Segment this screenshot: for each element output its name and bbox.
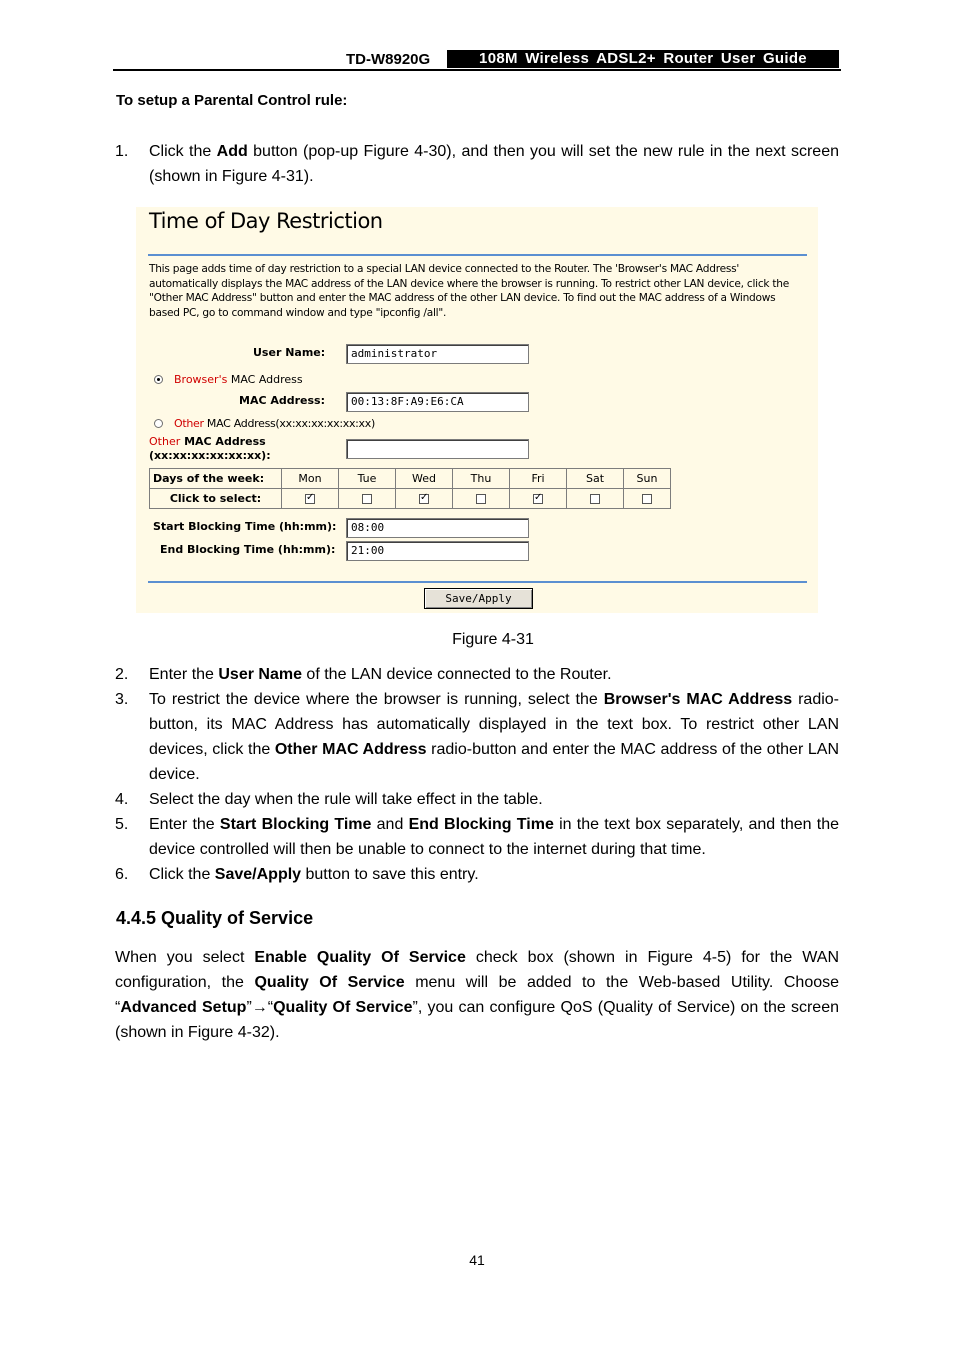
end-time-label: End Blocking Time (hh:mm): [160,543,336,556]
mac-address-label: MAC Address: [239,394,326,407]
other-mac-text: MAC Address(xx:xx:xx:xx:xx:xx) [203,417,375,430]
step-5 [115,812,839,862]
step-text-bold: Start Blocking Time [219,816,372,833]
day-fri-label: Fri [510,469,567,489]
step-text [149,812,839,862]
step-text-part: radio-button, its MAC Address has automatically displayed in the text box. To restrict other LAN devices, click the [149,691,840,758]
figure-caption: Figure 4-31 [452,631,534,648]
day-sat-checkbox[interactable] [590,494,600,504]
day-sun-cell [624,489,671,509]
start-time-input[interactable]: 08:00 [346,518,529,538]
day-wed-checkbox[interactable] [419,494,429,504]
browser-mac-radio[interactable] [154,375,163,384]
step-text [149,662,839,687]
step-text-bold: User Name [218,666,302,683]
day-wed-label: Wed [396,469,453,489]
step-text [149,787,839,812]
step-text-part: To restrict the device where the browser is running, select the [149,691,604,708]
other-mac-option-label [174,417,375,430]
day-wed-cell [396,489,453,509]
step-text-part: Enter the [149,666,219,683]
step-text-part: of the LAN device connected to the Router. [301,666,612,683]
step-text-part: in the text box separately, and then the device controlled will then be unable to connect to the internet during that time. [149,816,840,858]
days-table [149,468,671,509]
other-mac-field-format: (xx:xx:xx:xx:xx:xx): [149,449,271,462]
step-text [149,862,839,887]
day-sat-cell [567,489,624,509]
step-text-bold: Save/Apply [214,866,302,883]
day-fri-cell [510,489,567,509]
section-text-part: ”, you can configure QoS (Quality of Service) on the screen (shown in Figure 4-32). [115,999,839,1041]
section-paragraph [115,945,839,1045]
intro-heading: To setup a Parental Control rule: [116,92,348,109]
step-text-part: button to save this entry. [301,866,479,883]
browser-mac-red-text: Browser's [174,373,228,386]
step-number: 1. [115,143,129,160]
step-number: 2. [115,666,129,683]
section-text-bold: Advanced Setup [120,999,247,1016]
panel-top-rule [148,254,807,256]
other-mac-red-text: Other [174,417,204,430]
step-text-bold: Add [216,143,248,160]
section-text-bold: Quality Of Service [273,999,413,1016]
step-text-part: radio-button and enter the MAC address of the other LAN device. [149,741,839,783]
other-mac-input[interactable] [346,439,529,459]
mac-address-input[interactable]: 00:13:8F:A9:E6:CA [346,392,529,412]
header-model: TD-W8920G [346,51,431,68]
day-tue-label: Tue [339,469,396,489]
page-number: 41 [469,1252,485,1268]
step-text-part: Click the [149,143,217,160]
day-sun-checkbox[interactable] [642,494,652,504]
panel-title: Time of Day Restriction [149,209,383,233]
other-mac-radio[interactable] [154,419,163,428]
day-mon-label: Mon [282,469,339,489]
step-text-part: Select the day when the rule will take effect in the table. [149,791,543,808]
user-name-input[interactable]: administrator [346,344,529,364]
step-number: 6. [115,866,129,883]
step-2 [115,662,839,687]
section-text-part: check box (shown in Figure 4-5) for the WAN configuration, the [115,949,839,991]
browser-mac-option-label [174,373,303,386]
other-mac-field-label [149,435,271,463]
days-label: Days of the week: [150,469,282,489]
start-time-label: Start Blocking Time (hh:mm): [153,520,337,533]
day-tue-checkbox[interactable] [362,494,372,504]
step-1 [115,139,839,189]
day-sun-label: Sun [624,469,671,489]
step-text-part: Enter the [149,816,220,833]
end-time-input[interactable]: 21:00 [346,541,529,561]
section-text-bold: Enable Quality Of Service [254,949,466,966]
day-thu-label: Thu [453,469,510,489]
step-number: 3. [115,691,129,708]
click-to-select-label: Click to select: [150,489,282,509]
section-text-part: menu will be added to the Web-based Utility. Choose “ [115,974,840,1016]
step-number: 5. [115,816,129,833]
day-thu-cell [453,489,510,509]
step-6 [115,862,839,887]
step-text-bold: End Blocking Time [408,816,554,833]
step-text [149,139,839,189]
step-text-bold: Browser's MAC Address [603,691,793,708]
day-mon-cell [282,489,339,509]
step-text [149,687,839,787]
step-4 [115,787,839,812]
other-mac-field-red: Other [149,435,181,448]
section-text-part: When you select [115,949,255,966]
select-row [150,489,671,509]
user-name-label: User Name: [253,346,326,359]
section-heading: 4.4.5 Quality of Service [116,908,314,928]
step-number: 4. [115,791,129,808]
day-mon-checkbox[interactable] [305,494,315,504]
browser-mac-text: MAC Address [227,373,303,386]
header-rule [113,69,841,71]
days-row [150,469,671,489]
step-3 [115,687,839,787]
day-fri-checkbox[interactable] [533,494,543,504]
panel-description: This page adds time of day restriction to a special LAN device connected to the Router. The 'Browser's MAC Address' automatically displays the MAC address of the LAN device where the browser is running. To restrict other LAN device, click the "Other MAC Address" button and enter the MAC address of the other LAN device. To find out the MAC address of a Windows based PC, go to command window and type "ipconfig /all". [149,263,790,319]
other-mac-field-bold: MAC Address [180,435,266,448]
header-title: 108M Wireless ADSL2+ Router User Guide [447,50,839,68]
save-apply-button[interactable]: Save/Apply [424,588,533,609]
step-text-part: button (pop-up Figure 4-30), and then you will set the new rule in the next screen (shown in Figure 4-31). [149,143,840,185]
day-thu-checkbox[interactable] [476,494,486,504]
day-tue-cell [339,489,396,509]
section-text-bold: Quality Of Service [254,974,405,991]
panel-bottom-rule [148,581,807,583]
step-text-bold: Other MAC Address [274,741,427,758]
step-text-part: and [371,816,409,833]
section-text-part: ”→“ [246,999,274,1016]
day-sat-label: Sat [567,469,624,489]
step-text-part: Click the [149,866,215,883]
